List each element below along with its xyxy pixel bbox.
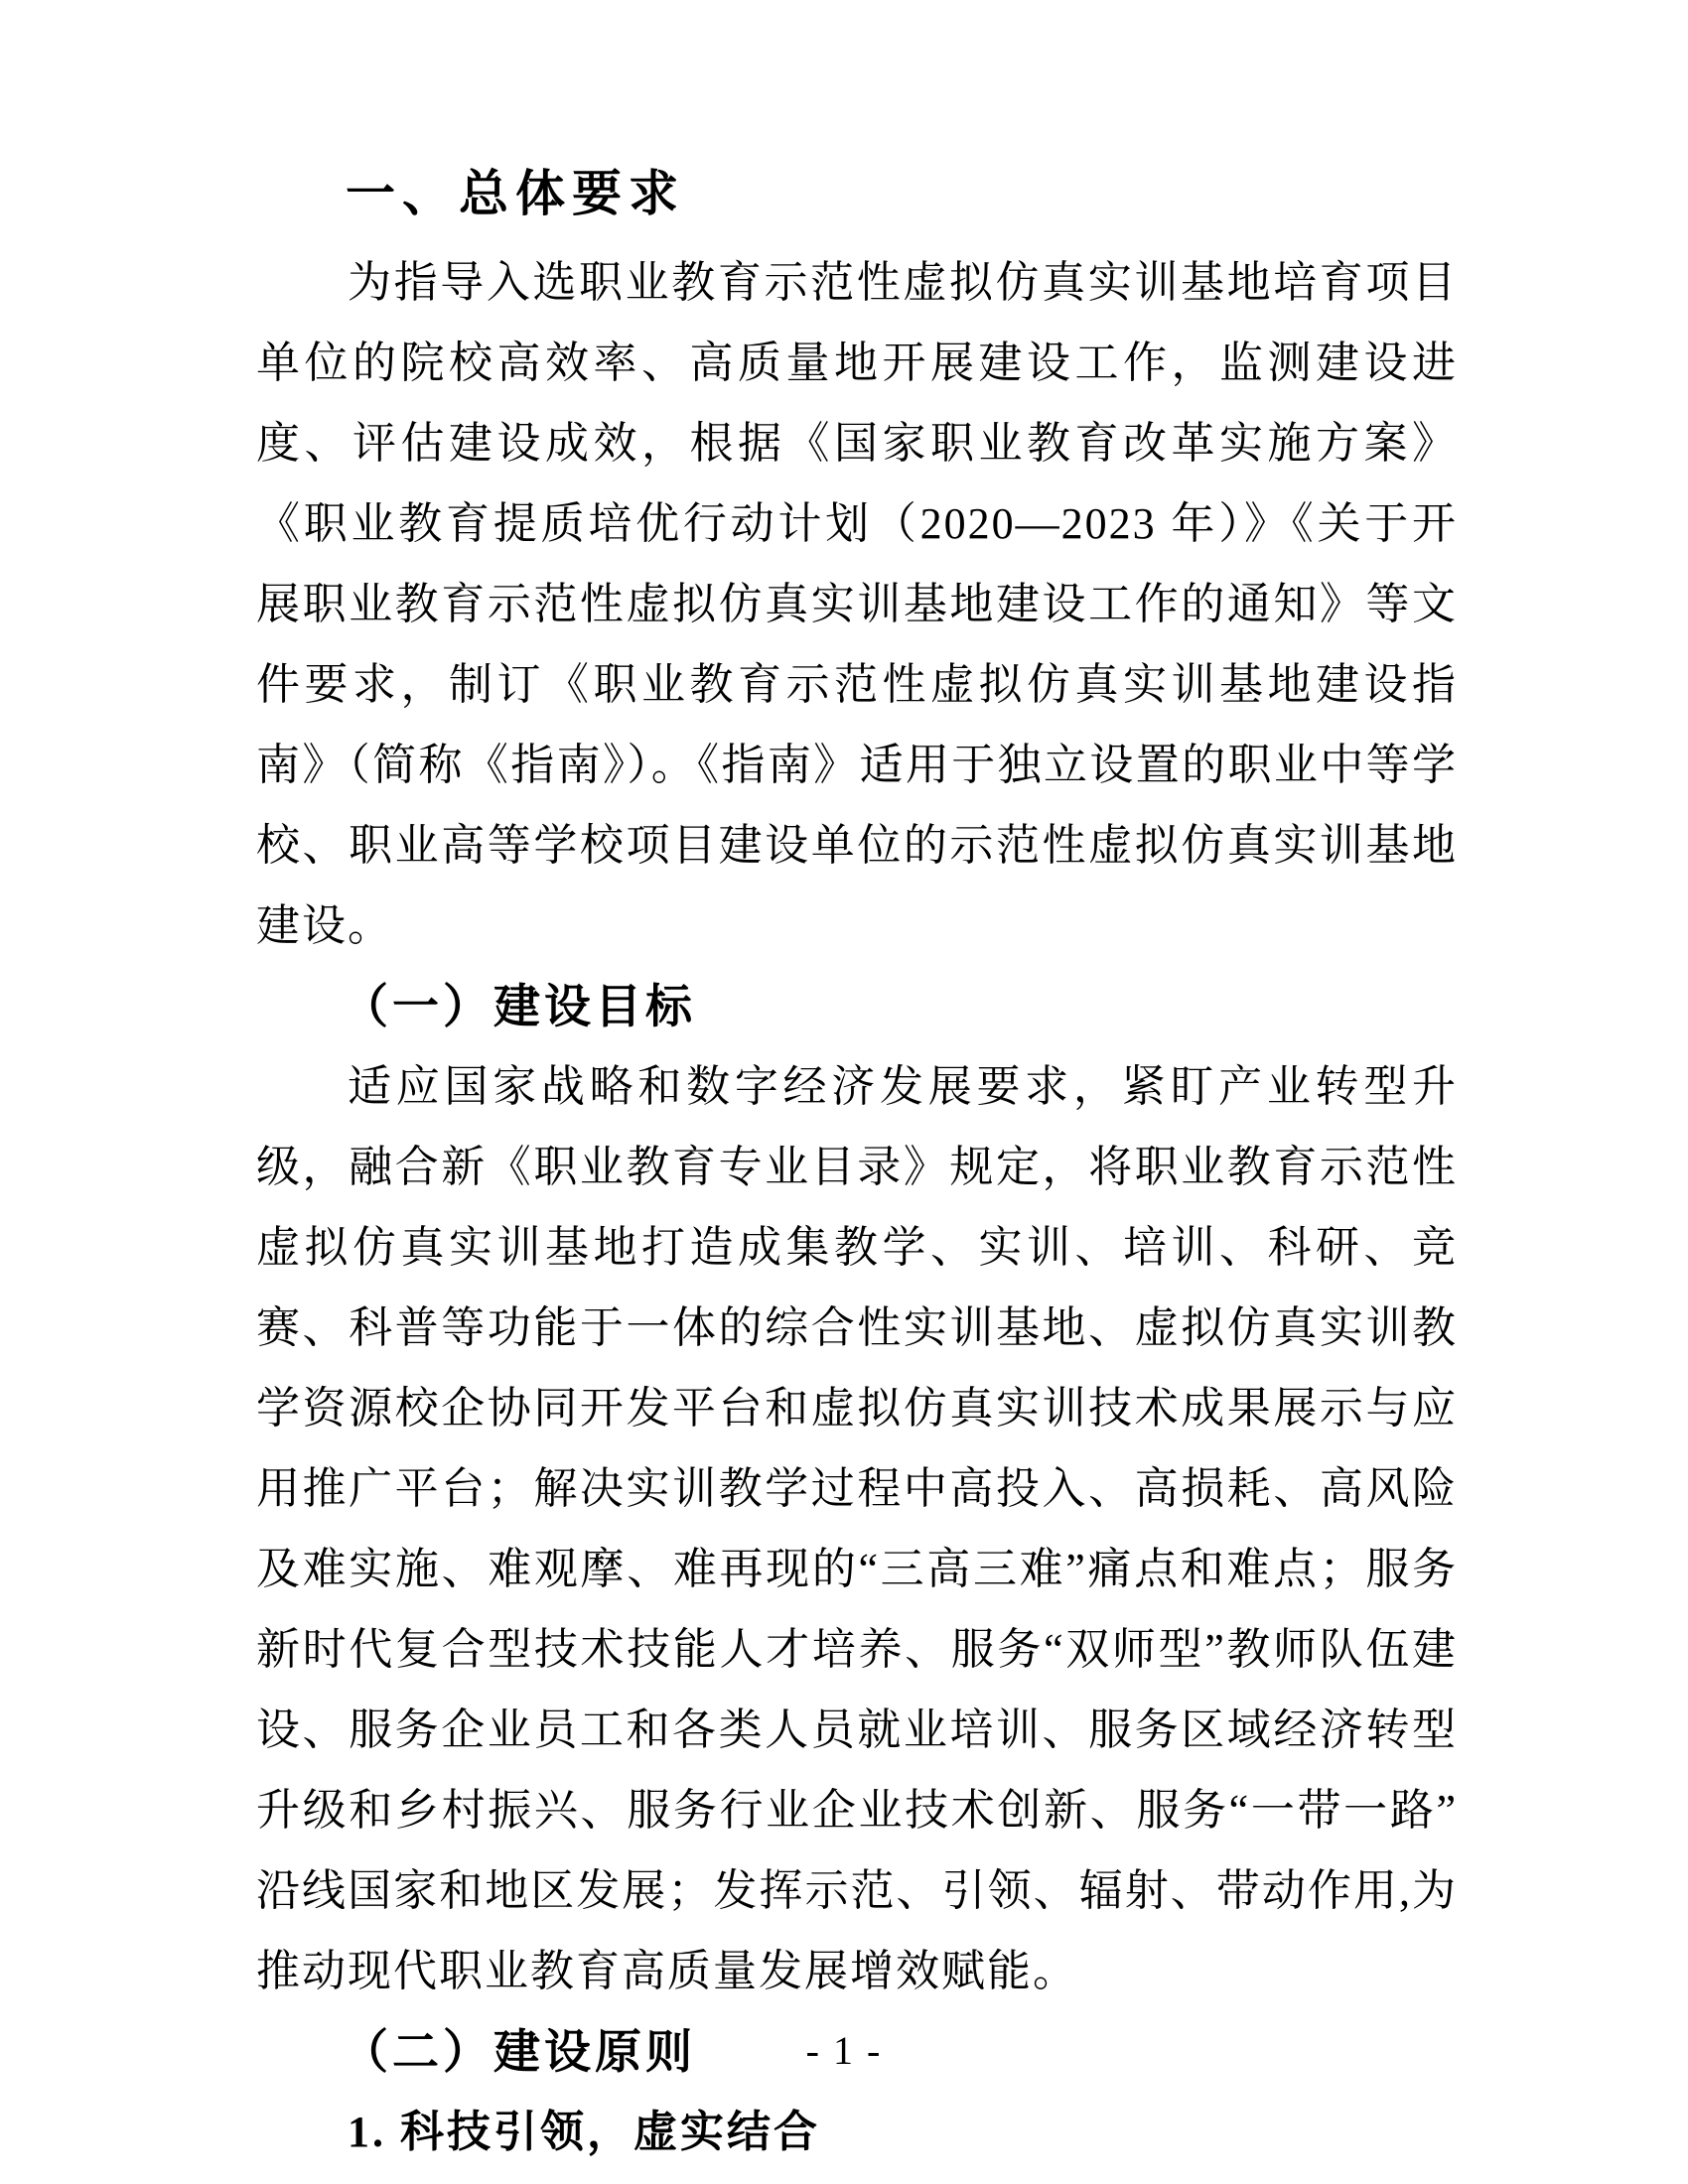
- intro-paragraph: 为指导入选职业教育示范性虚拟仿真实训基地培育项目单位的院校高效率、高质量地开展建设工作，监测建设进度、评估建设成效，根据《国家职业教育改革实施方案》《职业教育提质培优行动计划（2020—2023 年）》《关于开展职业教育示范性虚拟仿真实训基地建设工作的通知》等文件要求，制订《职业教育示范性虚拟仿真实训基地建设指南》（简称《指南》）。《指南》适用于独立设置的职业中等学校、职业高等学校项目建设单位的示范性虚拟仿真实训基地建设。: [256, 258, 1458, 950]
- section-1-heading: （一）建设目标: [342, 980, 696, 1032]
- section-2-heading: （二）建设原则: [342, 2025, 696, 2078]
- document-body: [256, 151, 1458, 2172]
- section-1-paragraph: 适应国家战略和数字经济发展要求，紧盯产业转型升级，融合新《职业教育专业目录》规定，将职业教育示范性虚拟仿真实训基地打造成集教学、实训、培训、科研、竞赛、科普等功能于一体的综合性实训基地、虚拟仿真实训教学资源校企协同开发平台和虚拟仿真实训技术成果展示与应用推广平台；解决实训教学过程中高投入、高损耗、高风险及难实施、难观摩、难再现的“三高三难”痛点和难点；服务新时代复合型技术技能人才培养、服务“双师型”教师队伍建设、服务企业员工和各类人员就业培训、服务区域经济转型升级和乡村振兴、服务行业企业技术创新、服务“一带一路”沿线国家和地区发展；发挥示范、引领、辐射、带动作用,为推动现代职业教育高质量发展增效赋能。: [256, 1062, 1458, 1995]
- main-heading: 一、总体要求: [346, 166, 685, 221]
- principle-1-subheading: 1. 科技引领，虚实结合: [348, 2108, 820, 2156]
- page-number: - 1 -: [805, 2028, 883, 2073]
